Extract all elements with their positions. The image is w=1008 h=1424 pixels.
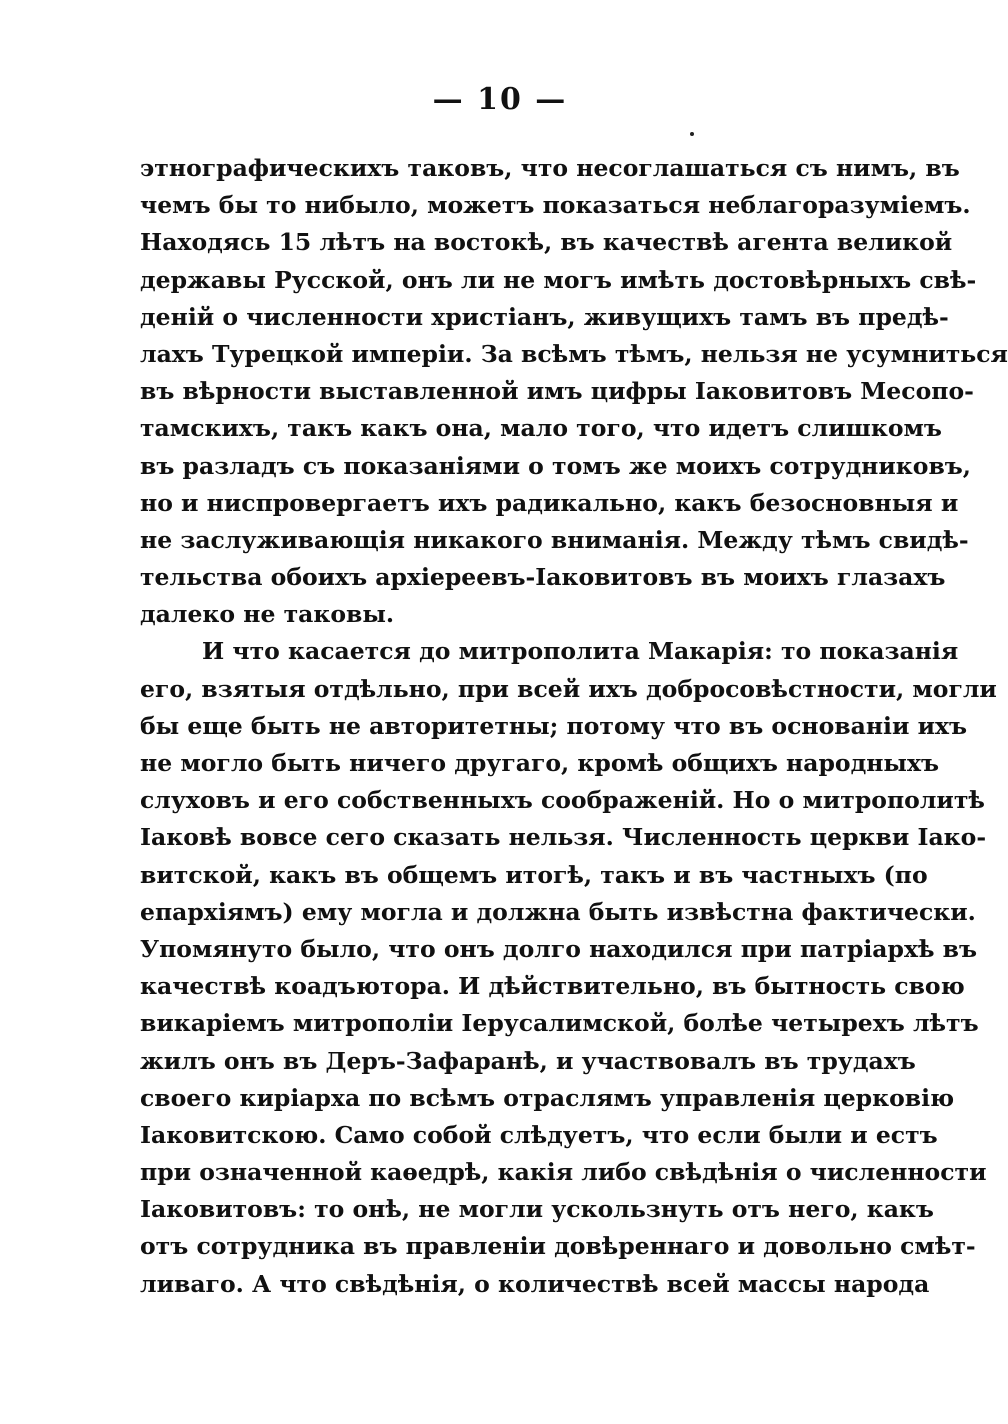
text-line: викаріемъ митрополіи Іерусалимской, болѣе четырехъ лѣтъ	[140, 1009, 979, 1038]
paragraph-end-line: далеко не таковы.	[140, 600, 395, 629]
text-line: тамскихъ, такъ какъ она, мало того, что идетъ слишкомъ	[140, 414, 942, 443]
text-line: епархіямъ) ему могла и должна быть извѣстна фактически.	[140, 897, 976, 926]
text-line: слуховъ и его собственныхъ соображеній. Но о митрополитѣ	[140, 786, 985, 815]
text-line: не заслуживающія никакого вниманія. Между тѣмъ свидѣ-	[140, 525, 969, 554]
text-line: качествѣ коадъютора. И дѣйствительно, въ бытность свою	[140, 972, 965, 1001]
text-body	[140, 150, 1008, 1303]
text-line: отъ сотрудника въ правленіи довѣреннаго и довольно смѣт-	[140, 1232, 976, 1261]
text-line: Іаковитскою. Само собой слѣдуетъ, что если были и естъ	[140, 1120, 938, 1149]
text-line: Іаковитовъ: то онѣ, не могли ускользнуть отъ него, какъ	[140, 1195, 934, 1224]
text-line: Упомянуто было, что онъ долго находился при патріархѣ въ	[140, 934, 978, 963]
text-line: ливаго. А что свѣдѣнія, о количествѣ всей массы народа	[140, 1269, 930, 1298]
text-line: лахъ Турецкой имперіи. За всѣмъ тѣмъ, нельзя не усумниться	[140, 339, 1008, 368]
text-line: его, взятыя отдѣльно, при всей ихъ добросовѣстности, могли	[140, 674, 997, 703]
print-speck	[690, 132, 694, 136]
text-line: тельства обоихъ архіереевъ-Іаковитовъ въ моихъ глазахъ	[140, 563, 946, 592]
text-line: Находясь 15 лѣтъ на востокѣ, въ качествѣ агента великой	[140, 228, 953, 257]
page-number: — 10 —	[432, 82, 568, 117]
paragraph-start-line: И что касается до митрополита Макарія: то показанія	[202, 637, 959, 666]
text-line: въ разладъ съ показаніями о томъ же моихъ сотрудниковъ,	[140, 451, 971, 480]
text-line: деній о численности христіанъ, живущихъ тамъ въ предѣ-	[140, 302, 949, 331]
text-line: при означенной каѳедрѣ, какія либо свѣдѣнія о численности	[140, 1158, 987, 1187]
text-line: Іаковѣ вовсе сего сказать нельзя. Численность церкви Іако-	[140, 823, 987, 852]
text-line: этнографическихъ таковъ, что несоглашаться съ нимъ, въ	[140, 154, 960, 182]
text-line: но и ниспровергаетъ ихъ радикально, какъ безосновныя и	[140, 488, 959, 517]
text-line: въ вѣрности выставленной имъ цифры Іаковитовъ Месопо-	[140, 377, 974, 406]
text-line: державы Русской, онъ ли не могъ имѣть достовѣрныхъ свѣ-	[140, 265, 977, 294]
text-line: бы еще быть не авторитетны; потому что въ основаніи ихъ	[140, 711, 968, 740]
text-line: не могло быть ничего другаго, кромѣ общихъ народныхъ	[140, 749, 940, 777]
text-line: жилъ онъ въ Деръ-Зафаранѣ, и участвовалъ въ трудахъ	[140, 1046, 916, 1075]
text-line: своего киріарха по всѣмъ отраслямъ управленія церковію	[140, 1083, 955, 1112]
text-line: витской, какъ въ общемъ итогѣ, такъ и въ частныхъ (по	[140, 860, 928, 889]
text-line: чемъ бы то нибыло, можетъ показаться неблагоразуміемъ.	[140, 191, 971, 220]
